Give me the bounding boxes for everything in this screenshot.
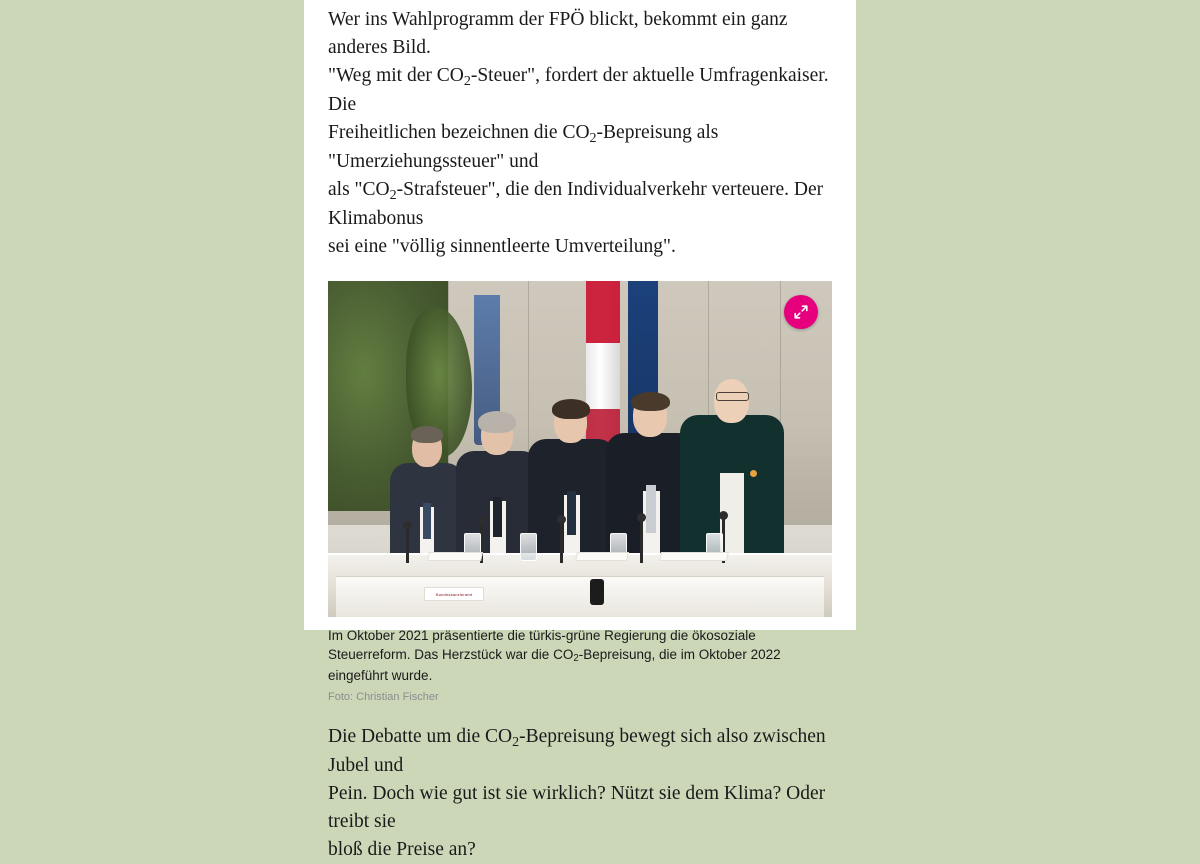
- co2-subscript: 2: [573, 653, 579, 665]
- co2-subscript: 2: [512, 733, 520, 750]
- water-glass-2: [520, 533, 537, 561]
- co2-subscript: 2: [389, 186, 397, 203]
- microphone-1: [406, 527, 409, 563]
- article-figure: [328, 281, 832, 705]
- papers-3: [659, 552, 729, 561]
- expand-image-button[interactable]: [784, 295, 818, 329]
- person-1: [390, 413, 464, 563]
- co2-subscript: 2: [589, 129, 597, 146]
- paragraph-top-line-2a: "Weg mit der CO: [328, 65, 464, 86]
- papers-2: [575, 552, 629, 561]
- paragraph-top-line-3b: -Bepreisung als "Umerziehungssteuer" und: [328, 122, 719, 172]
- papers-1: [427, 552, 483, 561]
- person-5-head: [714, 379, 749, 423]
- person-4-tie: [646, 485, 656, 533]
- expand-icon: [793, 304, 809, 320]
- person-2-tie: [493, 497, 502, 537]
- person-3: [528, 375, 616, 563]
- paragraph-top-line-3a: Freiheitlichen bezeichnen die CO: [328, 122, 590, 143]
- microphone-3: [560, 521, 563, 563]
- photo-credit: Foto: Christian Fischer: [328, 691, 439, 703]
- person-5-sdg-pin: [750, 470, 757, 477]
- flag-austria-red-band: [586, 281, 620, 343]
- person-3-hair: [552, 399, 590, 419]
- person-5-glasses: [716, 392, 749, 401]
- person-2-hair: [478, 411, 516, 433]
- figure-caption-part-a: Im Oktober 2021 präsentierte die türkis-grüne Regierung die ökosoziale Steuerreform. Das Herzstück war die CO: [328, 628, 756, 662]
- paragraph-top-line-4a: als "CO: [328, 179, 390, 200]
- figure-caption-part-b: -Bepreisung, die im Oktober 2022 eingeführt wurde.: [328, 647, 781, 683]
- paragraph-bottom-line-3: bloß die Preise an?: [328, 839, 476, 860]
- person-4-hair: [631, 392, 670, 411]
- paragraph-bottom-line-2: Pein. Doch wie gut ist sie wirklich? Nützt sie dem Klima? Oder treibt sie: [328, 783, 826, 832]
- paragraph-top-line-1: Wer ins Wahlprogramm der FPÖ blickt, bekommt ein ganz anderes Bild.: [328, 9, 788, 58]
- paragraph-top-line-4b: -Strafsteuer", die den Individualverkehr verteuere. Der Klimabonus: [328, 179, 824, 229]
- person-1-tie: [423, 503, 431, 539]
- article-column: [304, 0, 856, 860]
- paragraph-top-line-2b: -Steuer", fordert der aktuelle Umfragenkaiser. Die: [328, 65, 829, 115]
- desk-logo: Bundeskanzleramt: [424, 587, 484, 601]
- paragraph-top-line-5: sei eine "völlig sinnentleerte Umverteilung".: [328, 236, 676, 257]
- person-5: [680, 351, 784, 563]
- figure-caption: [328, 626, 832, 685]
- person-1-hair: [411, 426, 443, 443]
- paragraph-bottom: [328, 723, 832, 864]
- press-conference-photo[interactable]: [328, 281, 832, 617]
- press-desk-front: [336, 576, 824, 617]
- microphone-4: [640, 519, 643, 563]
- co2-subscript: 2: [463, 72, 471, 89]
- paragraph-bottom-line-1b: -Bepreisung bewegt sich also zwischen Jubel und: [328, 726, 826, 776]
- smartphone: [590, 579, 604, 605]
- paragraph-bottom-line-1a: Die Debatte um die CO: [328, 726, 513, 747]
- paragraph-top: [328, 0, 832, 261]
- person-3-tie: [567, 491, 576, 535]
